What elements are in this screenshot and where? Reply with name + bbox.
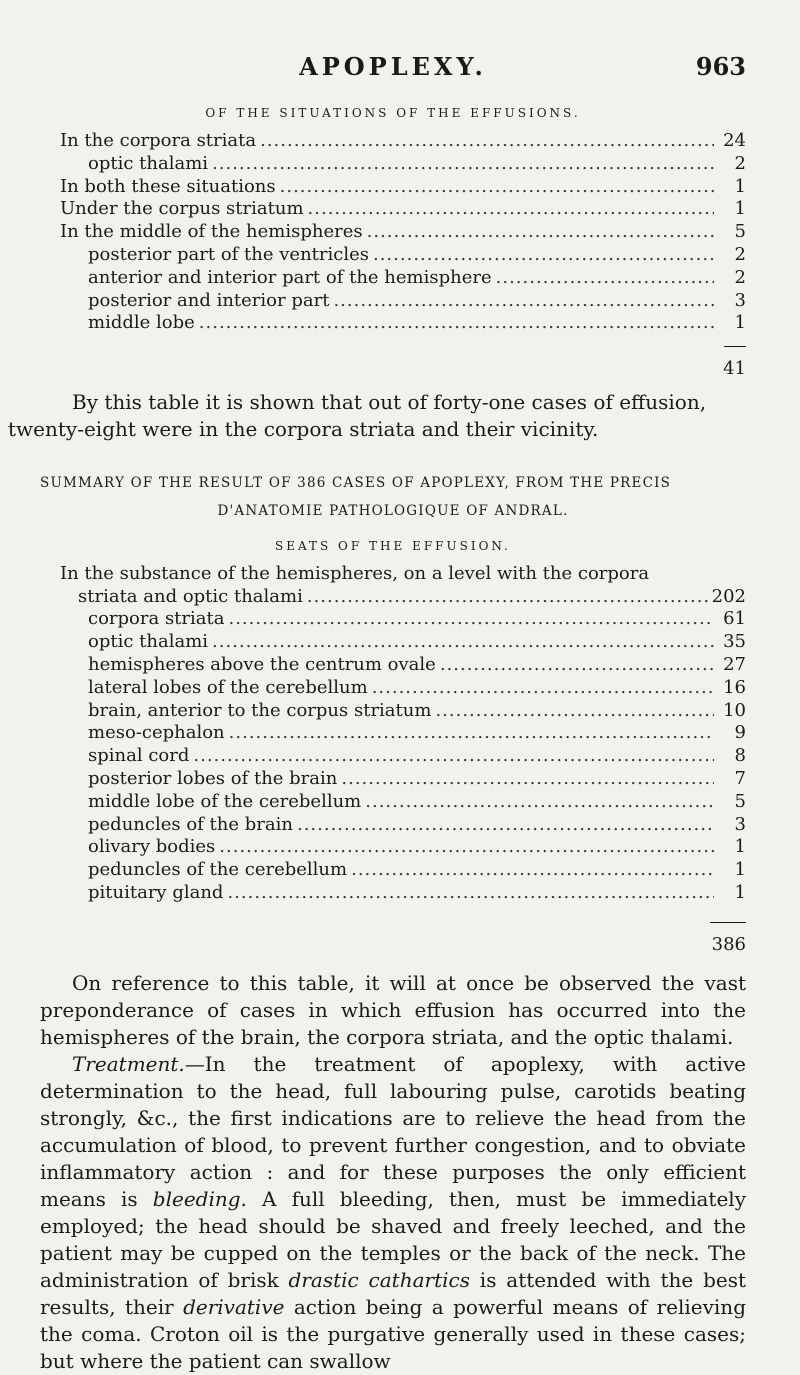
treatment-title: Treatment. — [72, 1052, 185, 1077]
table-row: striata and optic thalami ..... 202 — [40, 586, 746, 609]
table-row: anterior and interior part of the hemisphere ..... 2 — [40, 267, 746, 290]
table-row: posterior lobes of the brain ..... 7 — [40, 768, 746, 791]
running-head — [40, 52, 746, 92]
table1-heading: OF THE SITUATIONS OF THE EFFUSIONS. — [205, 106, 581, 120]
table2 — [40, 563, 746, 957]
table2-total: 386 — [40, 911, 746, 957]
table-row: hemispheres above the centrum ovale ..... 27 — [40, 654, 746, 677]
table-row: In the corpora striata ..... 24 — [40, 130, 746, 153]
table-row: spinal cord ..... 8 — [40, 745, 746, 768]
paragraph-treatment: Treatment.—In the treatment of apoplexy, with active determination to the head, full labouring pulse, carotids beating strongly, &c., the first indications are to relieve the head from the accumulation of blood, to prevent further congestion, and to obviate inflammatory action : and for these purposes the only efficient means is bleeding. A full bleeding, then, must be immediately employed; the head should be shaved and freely leeched, and the patient may be cupped on the temples or the back of the neck. The administration of brisk drastic cathartics is attended with the best results, their derivative action being a powerful means of relieving the coma. Croton oil is the purgative generally used in these cases; but where the patient can swallow — [40, 1052, 747, 1374]
table1 — [40, 130, 746, 381]
table2-heading: SEATS OF THE EFFUSION. — [275, 538, 511, 553]
table-row: pituitary gland ..... 1 — [40, 882, 746, 905]
paragraph-effusion-summary: By this table it is shown that out of forty-one cases of effusion, twenty-eight were in the corpora striata and their vicinity. — [8, 389, 707, 441]
table-row: In both these situations ..... 1 — [40, 176, 746, 199]
table-row: peduncles of the brain ..... 3 — [40, 814, 746, 837]
table-row: corpora striata ..... 61 — [40, 608, 746, 631]
table-row: brain, anterior to the corpus striatum ..... 10 — [40, 700, 746, 723]
table-row: lateral lobes of the cerebellum ..... 16 — [40, 677, 746, 700]
page-number: 963 — [695, 52, 746, 81]
table-row: Under the corpus striatum ..... 1 — [40, 198, 746, 221]
table-row: posterior and interior part ..... 3 — [40, 290, 746, 313]
total-rule — [710, 922, 746, 923]
table-row: In the middle of the hemispheres ..... 5 — [40, 221, 746, 244]
running-title: APOPLEXY. — [299, 52, 487, 81]
table-row: meso-cephalon ..... 9 — [40, 722, 746, 745]
summary-heading: SUMMARY OF THE RESULT OF 386 CASES OF APOPLEXY, FROM THE PRECIS D'ANATOMIE PATHOLOGIQUE OF ANDRAL. — [40, 474, 672, 519]
table-row: posterior part of the ventricles ..... 2 — [40, 244, 746, 267]
table-row: optic thalami ..... 35 — [40, 631, 746, 654]
table-row: middle lobe ..... 1 — [40, 312, 746, 335]
paragraph-preponderance: On reference to this table, it will at once be observed the vast preponderance of cases in which effusion has occurred into the hemispheres of the brain, the corpora striata, and the optic thalami. — [40, 971, 746, 1050]
table-row: In the substance of the hemispheres, on a level with the corpora — [60, 562, 650, 584]
table-row: middle lobe of the cerebellum ..... 5 — [40, 791, 746, 814]
table1-total: 41 — [40, 335, 746, 381]
table-row: optic thalami ..... 2 — [40, 153, 746, 176]
total-rule — [724, 346, 746, 347]
table-row: olivary bodies ..... 1 — [40, 836, 746, 859]
table-row: peduncles of the cerebellum ..... 1 — [40, 859, 746, 882]
